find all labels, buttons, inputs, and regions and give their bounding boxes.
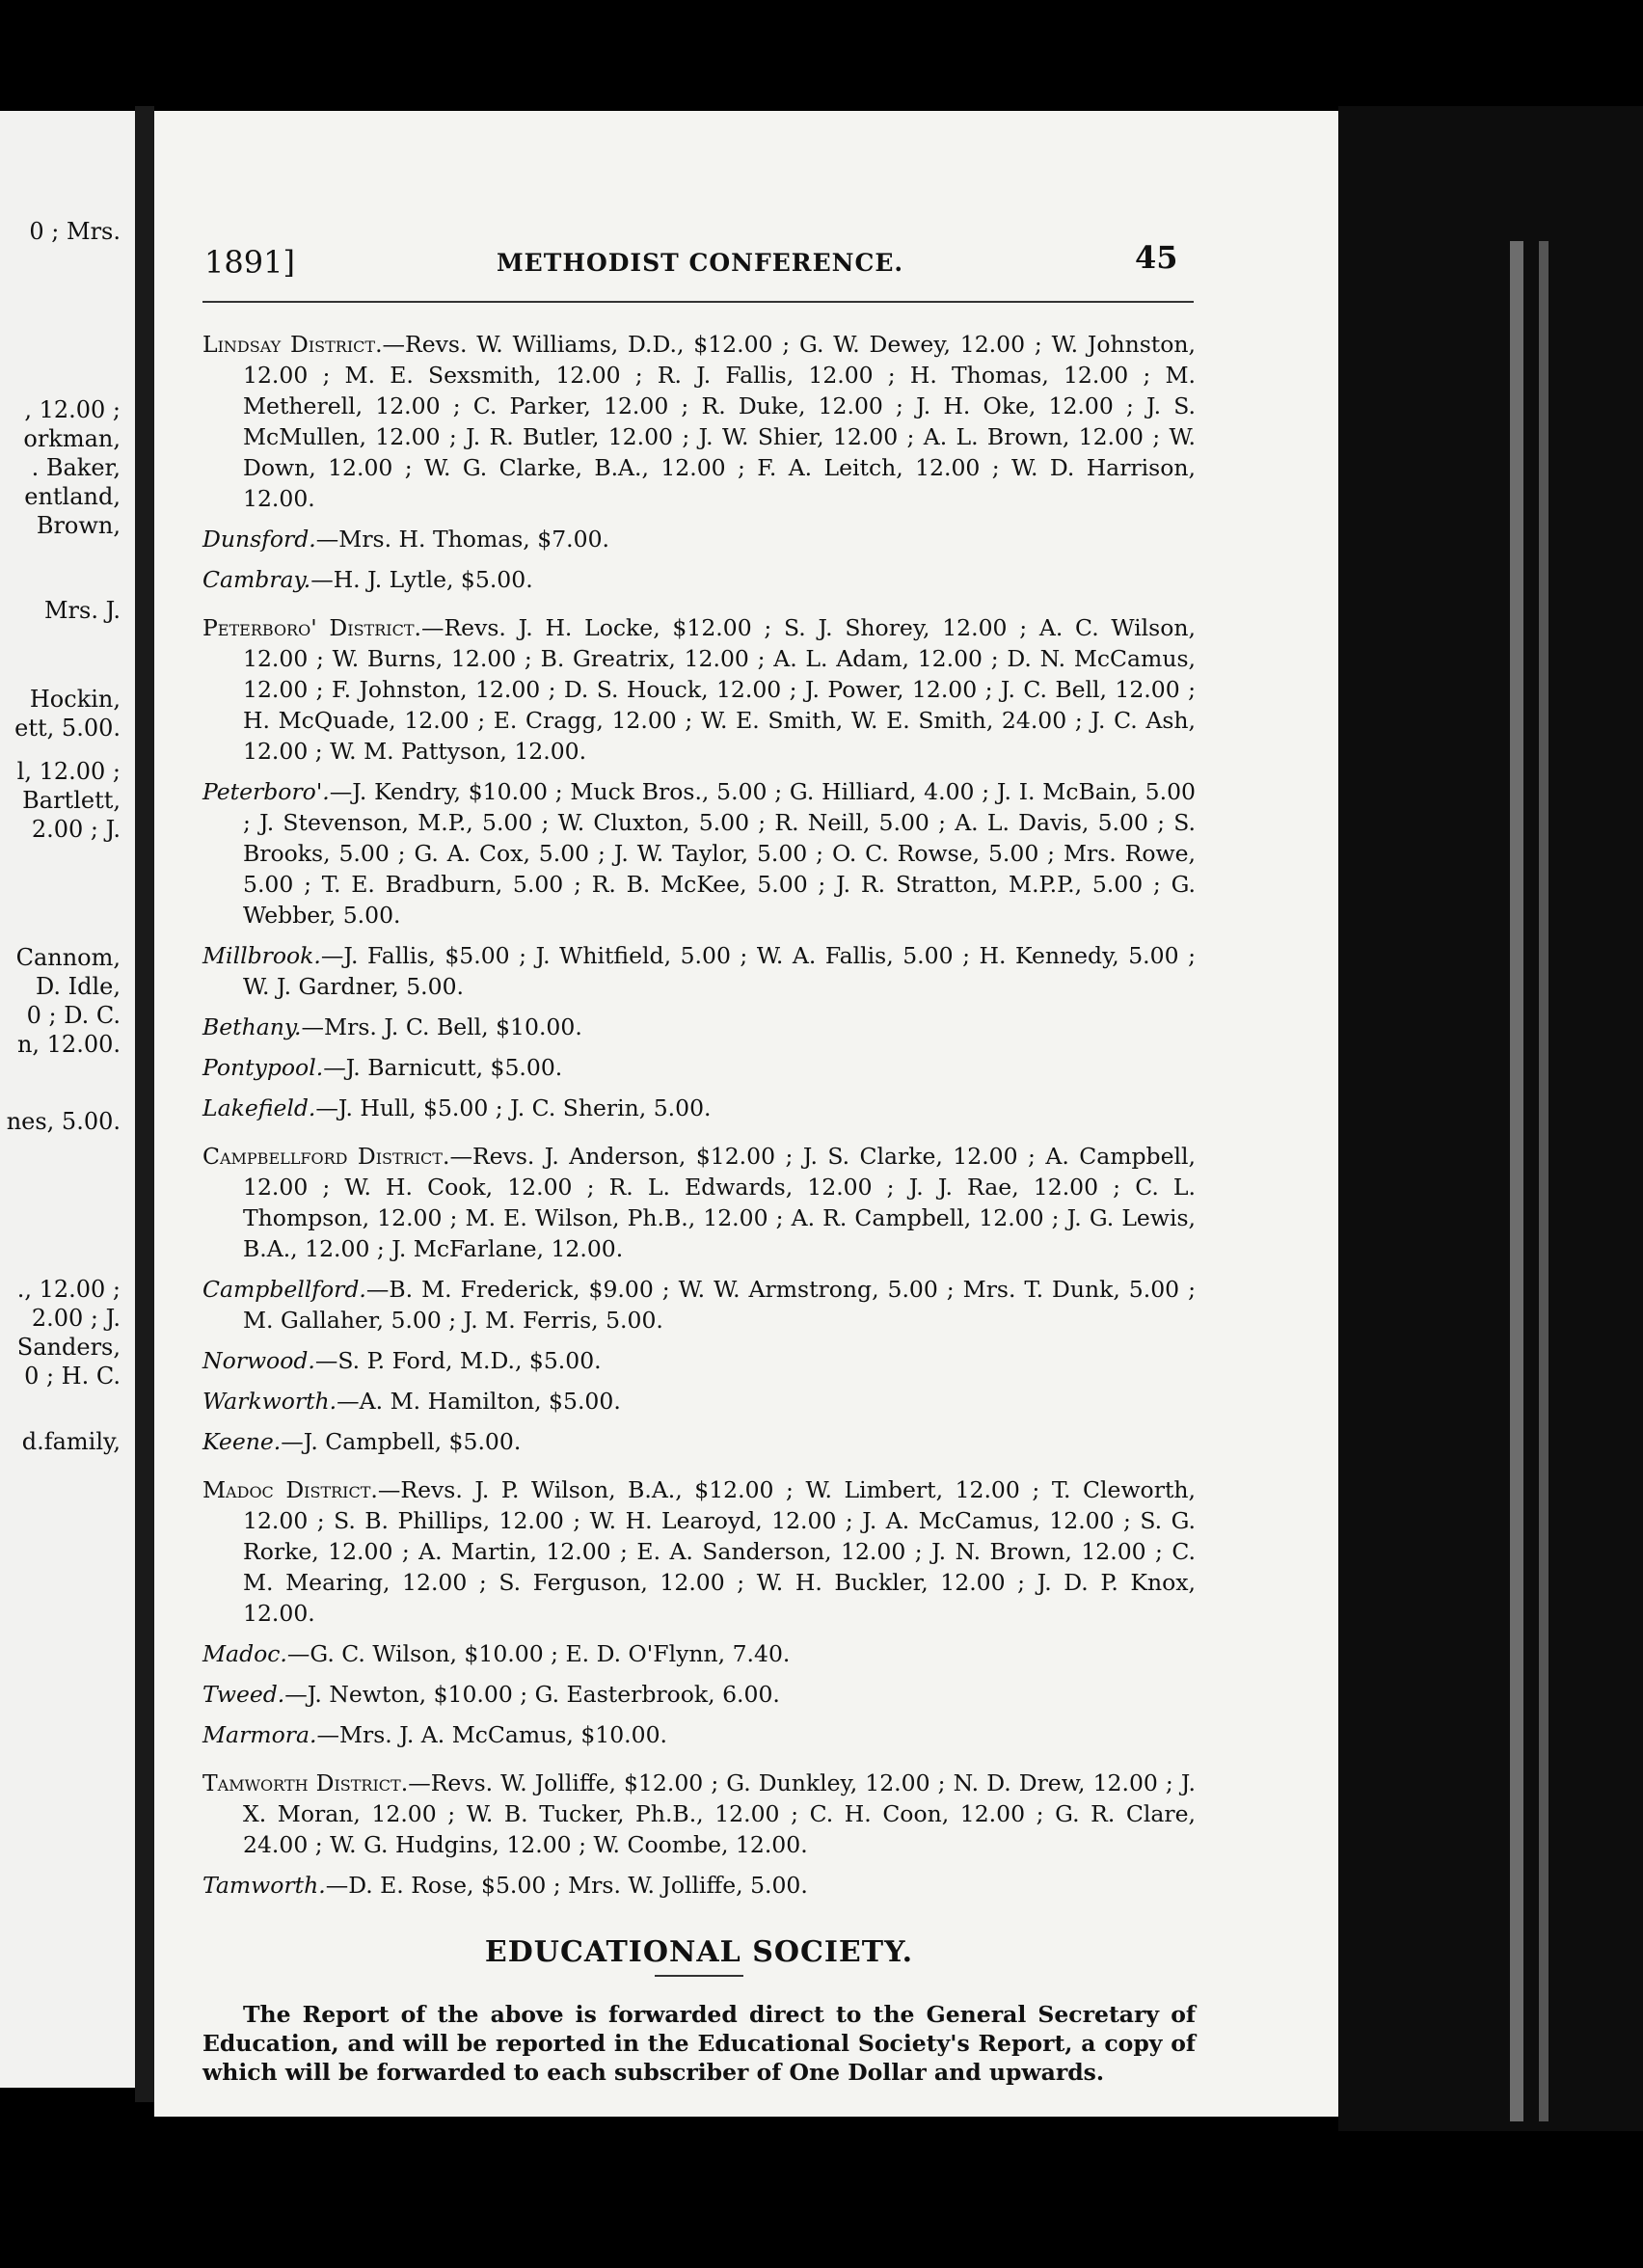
district-name: Tamworth District. bbox=[202, 1769, 409, 1796]
left-page-fragment: l, 12.00 ; bbox=[16, 758, 121, 785]
place-name: Keene. bbox=[202, 1428, 282, 1455]
entry-text: —G. C. Wilson, $10.00 ; E. D. O'Flynn, 7.40. bbox=[286, 1640, 791, 1667]
place-entry bbox=[202, 1679, 1196, 1710]
entry-text: —D. E. Rose, $5.00 ; Mrs. W. Jolliffe, 5.00. bbox=[325, 1872, 808, 1899]
entry-text: —J. Fallis, $5.00 ; J. Whitfield, 5.00 ; W. A. Fallis, 5.00 ; H. Kennedy, 5.00 ; W. J. Gardner, 5.00. bbox=[243, 942, 1196, 1000]
place-entry bbox=[202, 1093, 1196, 1123]
left-page-fragment: Sanders, bbox=[16, 1334, 121, 1361]
place-name: Millbrook. bbox=[202, 942, 321, 969]
entry-text: —J. Hull, $5.00 ; J. C. Sherin, 5.00. bbox=[315, 1094, 712, 1121]
header-year: 1891] bbox=[204, 244, 295, 281]
book-edge bbox=[1338, 106, 1643, 2131]
place-entry bbox=[202, 1012, 1196, 1042]
entry-text: —H. J. Lytle, $5.00. bbox=[310, 566, 533, 593]
place-entry bbox=[202, 940, 1196, 1002]
page-edge-strip bbox=[1510, 241, 1523, 2121]
place-name: Warkworth. bbox=[202, 1388, 337, 1415]
place-name: Bethany. bbox=[202, 1013, 302, 1040]
left-page-fragment: . Baker, bbox=[31, 454, 121, 481]
entry-text: —Revs. J. P. Wilson, B.A., $12.00 ; W. Limbert, 12.00 ; T. Cleworth, 12.00 ; S. B. Phillips, 12.00 ; W. H. Learoyd, 12.00 ; J. A. McCamus, 12.00 ; S. G. Rorke, 12.00 ; A. Martin, 12.00 ; E. A. Sanderson, 12.00 ; J. N. Brown, 12.00 ; C. M. Mearing, 12.00 ; S. Ferguson, 12.00 ; W. H. Buckler, 12.00 ; J. D. P. Knox, 12.00. bbox=[243, 1476, 1196, 1627]
place-entry bbox=[202, 1052, 1196, 1083]
entry-text: —A. M. Hamilton, $5.00. bbox=[337, 1388, 621, 1415]
place-entry bbox=[202, 1870, 1196, 1901]
district-name: Campbellford District. bbox=[202, 1143, 450, 1170]
place-entry bbox=[202, 524, 1196, 554]
place-entry bbox=[202, 564, 1196, 595]
page bbox=[154, 111, 1338, 2117]
district-entry bbox=[202, 329, 1196, 514]
place-entry bbox=[202, 1274, 1196, 1336]
left-page-fragment: Bartlett, bbox=[22, 787, 121, 814]
left-page-fragment: 2.00 ; J. bbox=[31, 1305, 121, 1332]
place-entry bbox=[202, 1719, 1196, 1750]
place-entry bbox=[202, 1638, 1196, 1669]
left-page-fragment: 2.00 ; J. bbox=[31, 816, 121, 843]
page-number: 45 bbox=[1135, 239, 1178, 276]
entry-text: —Revs. J. H. Locke, $12.00 ; S. J. Shorey, 12.00 ; A. C. Wilson, 12.00 ; W. Burns, 12.00 ; B. Greatrix, 12.00 ; A. L. Adam, 12.00 ; D. N. McCamus, 12.00 ; F. Johnston, 12.00 ; D. S. Houck, 12.00 ; J. Power, 12.00 ; J. C. Bell, 12.00 ; H. McQuade, 12.00 ; E. Cragg, 12.00 ; W. E. Smith, W. E. Smith, 24.00 ; J. C. Ash, 12.00 ; W. M. Pattyson, 12.00. bbox=[243, 614, 1196, 765]
place-name: Madoc. bbox=[202, 1640, 287, 1667]
place-name: Tamworth. bbox=[202, 1872, 326, 1899]
place-name: Tweed. bbox=[202, 1681, 285, 1708]
left-page-fragment: Cannom, bbox=[15, 944, 121, 971]
place-name: Norwood. bbox=[202, 1347, 315, 1374]
district-entry bbox=[202, 612, 1196, 767]
left-page-fragment: d.family, bbox=[21, 1428, 121, 1455]
district-entry bbox=[202, 1768, 1196, 1860]
entry-text: —B. M. Frederick, $9.00 ; W. W. Armstrong, 5.00 ; Mrs. T. Dunk, 5.00 ; M. Gallaher, 5.00 ; J. M. Ferris, 5.00. bbox=[243, 1276, 1196, 1334]
place-name: Dunsford. bbox=[202, 526, 316, 553]
subscription-list bbox=[202, 329, 1196, 1901]
district-entry bbox=[202, 1141, 1196, 1264]
entry-text: —Mrs. J. C. Bell, $10.00. bbox=[301, 1013, 582, 1040]
page-body bbox=[202, 311, 1196, 2087]
section-rule bbox=[655, 1975, 743, 1977]
entry-text: —Mrs. J. A. McCamus, $10.00. bbox=[316, 1721, 668, 1748]
place-name: Lakefield. bbox=[202, 1094, 316, 1121]
place-name: Cambray. bbox=[202, 566, 311, 593]
section-body: The Report of the above is forwarded direct to the General Secretary of Education, and will be reported in the Educational Society's Report, a copy of which will be forwarded to each subscriber of One Dollar and upwards. bbox=[202, 2001, 1196, 2086]
entry-text: —J. Newton, $10.00 ; G. Easterbrook, 6.00. bbox=[284, 1681, 780, 1708]
entry-text: —Revs. W. Jolliffe, $12.00 ; G. Dunkley, 12.00 ; N. D. Drew, 12.00 ; J. X. Moran, 12.00 ; W. B. Tucker, Ph.B., 12.00 ; C. H. Coon, 12.00 ; G. R. Clare, 24.00 ; W. G. Hudgins, 12.00 ; W. Coombe, 12.00. bbox=[243, 1769, 1196, 1858]
place-entry bbox=[202, 776, 1196, 931]
left-page-fragment: 0 ; Mrs. bbox=[29, 218, 121, 245]
left-page-fragment: Brown, bbox=[36, 512, 121, 539]
district-name: Lindsay District. bbox=[202, 331, 383, 358]
entry-text: —Mrs. H. Thomas, $7.00. bbox=[315, 526, 609, 553]
left-page-fragment: orkman, bbox=[23, 425, 121, 452]
left-page-fragment: ., 12.00 ; bbox=[16, 1276, 121, 1303]
entry-text: —Revs. W. Williams, D.D., $12.00 ; G. W. Dewey, 12.00 ; W. Johnston, 12.00 ; M. E. Sexsmith, 12.00 ; R. J. Fallis, 12.00 ; H. Thomas, 12.00 ; M. Metherell, 12.00 ; C. Parker, 12.00 ; R. Duke, 12.00 ; J. H. Oke, 12.00 ; J. S. McMullen, 12.00 ; J. R. Butler, 12.00 ; J. W. Shier, 12.00 ; A. L. Brown, 12.00 ; W. Down, 12.00 ; W. G. Clarke, B.A., 12.00 ; F. A. Leitch, 12.00 ; W. D. Harrison, 12.00. bbox=[243, 331, 1197, 512]
header-title: METHODIST CONFERENCE. bbox=[497, 249, 904, 277]
left-page-fragment: ett, 5.00. bbox=[14, 715, 121, 742]
place-entry bbox=[202, 1386, 1196, 1417]
header-rule bbox=[202, 301, 1194, 303]
left-page-fragment: nes, 5.00. bbox=[6, 1108, 121, 1135]
place-name: Campbellford. bbox=[202, 1276, 366, 1303]
place-entry bbox=[202, 1426, 1196, 1457]
district-name: Madoc District. bbox=[202, 1476, 378, 1503]
place-name: Peterboro'. bbox=[202, 778, 330, 805]
entry-text: —J. Kendry, $10.00 ; Muck Bros., 5.00 ; G. Hilliard, 4.00 ; J. I. McBain, 5.00 ; J. Stevenson, M.P., 5.00 ; W. Cluxton, 5.00 ; R. Neill, 5.00 ; A. L. Davis, 5.00 ; S. Brooks, 5.00 ; G. A. Cox, 5.00 ; J. W. Taylor, 5.00 ; O. C. Rowse, 5.00 ; Mrs. Rowe, 5.00 ; T. E. Bradburn, 5.00 ; R. B. McKee, 5.00 ; J. R. Stratton, M.P.P., 5.00 ; G. Webber, 5.00. bbox=[243, 778, 1196, 929]
entry-text: —J. Campbell, $5.00. bbox=[281, 1428, 522, 1455]
left-page-fragment: 0 ; D. C. bbox=[26, 1002, 121, 1029]
page-edge-strip bbox=[1539, 241, 1549, 2121]
district-entry bbox=[202, 1474, 1196, 1629]
section-title: EDUCATIONAL SOCIETY. bbox=[484, 1935, 914, 1969]
district-name: Peterboro' District. bbox=[202, 614, 421, 641]
entry-text: —J. Barnicutt, $5.00. bbox=[323, 1054, 563, 1081]
left-page-fragment: 0 ; H. C. bbox=[24, 1363, 121, 1390]
entry-text: —Revs. J. Anderson, $12.00 ; J. S. Clarke, 12.00 ; A. Campbell, 12.00 ; W. H. Cook, 12.00 ; R. L. Edwards, 12.00 ; J. J. Rae, 12.00 ; C. L. Thompson, 12.00 ; M. E. Wilson, Ph.B., 12.00 ; A. R. Campbell, 12.00 ; J. G. Lewis, B.A., 12.00 ; J. McFarlane, 12.00. bbox=[243, 1143, 1197, 1262]
place-entry bbox=[202, 1345, 1196, 1376]
place-name: Marmora. bbox=[202, 1721, 317, 1748]
entry-text: —S. P. Ford, M.D., $5.00. bbox=[314, 1347, 602, 1374]
left-page-fragment: Mrs. J. bbox=[43, 597, 121, 624]
left-page-fragment: , 12.00 ; bbox=[24, 396, 121, 423]
place-name: Pontypool. bbox=[202, 1054, 324, 1081]
left-page-fragment: Hockin, bbox=[29, 686, 121, 713]
book-gutter bbox=[135, 106, 154, 2102]
left-page-fragment: D. Idle, bbox=[36, 973, 121, 1000]
left-page-fragment: entland, bbox=[24, 483, 121, 510]
left-page-fragment: n, 12.00. bbox=[16, 1031, 121, 1058]
